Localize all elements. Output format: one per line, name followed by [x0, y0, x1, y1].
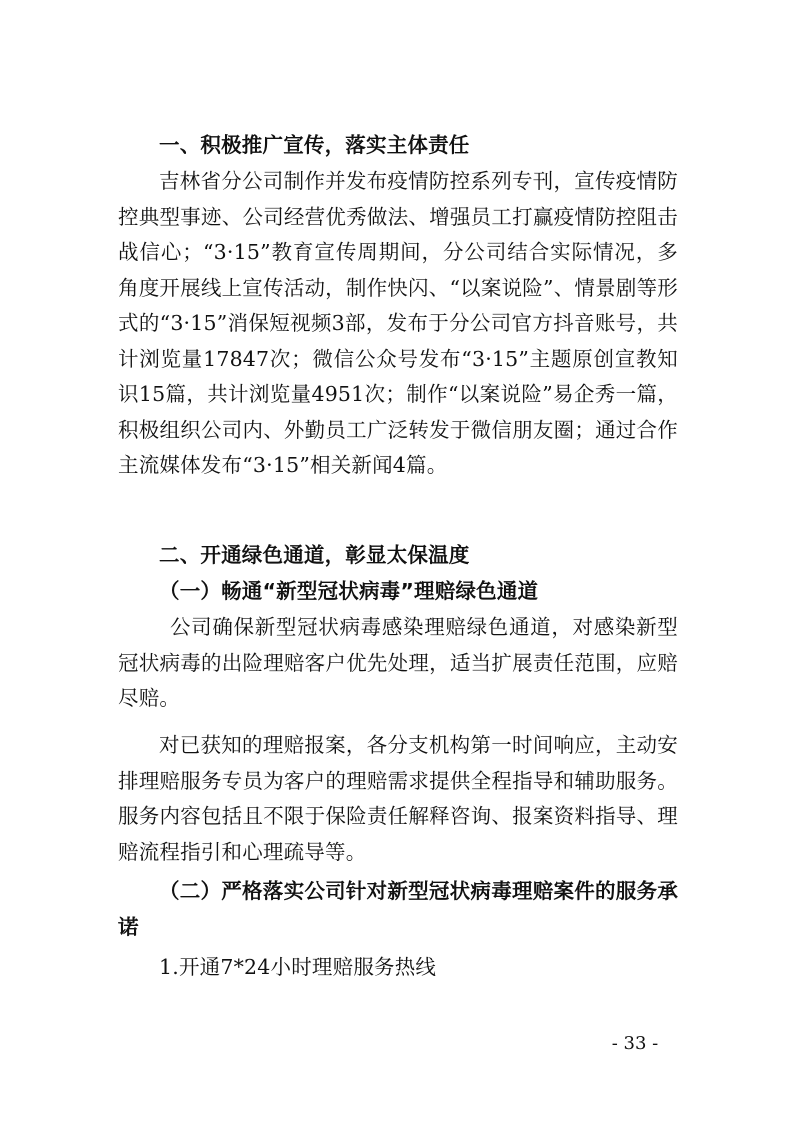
subsection-heading-1: （一）畅通“新型冠状病毒”理赔绿色通道: [159, 579, 539, 603]
subsection-heading-2: （二）严格落实公司针对新型冠状病毒理赔案件的服务承诺: [118, 879, 678, 939]
paragraph-publicity: 吉林省分公司制作并发布疫情防控系列专刊，宣传疫情防控典型事迹、公司经营优秀做法、增强员工打赢疫情防控阻击战信心；“3·15”教育宣传周期间，分公司结合实际情况，多角度开展线上宣传活动，制作快闪、“以案说险”、情景剧等形式的“3·15”消保短视频3部，发布于分公司官方抖音账号，共计浏览量17847次；微信公众号发布“3·15”主题原创宣教知识15篇，共计浏览量4951次；制作“以案说险”易企秀一篇，积极组织公司内、外勤员工广泛转发于微信朋友圈；通过合作主流媒体发布“3·15”相关新闻4篇。: [118, 169, 678, 477]
section-heading-1: 一、积极推广宣传，落实主体责任: [159, 133, 470, 157]
list-item-hotline: 1.开通7*24小时理赔服务热线: [159, 955, 437, 979]
section-heading-2: 二、开通绿色通道，彰显太保温度: [159, 543, 470, 567]
page-number: - 33 -: [611, 1033, 659, 1054]
paragraph-claims-service: 对已获知的理赔报案，各分支机构第一时间响应，主动安排理赔服务专员为客户的理赔需求提供全程指导和辅助服务。服务内容包括且不限于保险责任解释咨询、报案资料指导、理赔流程指引和心理疏导等。: [118, 733, 678, 864]
paragraph-green-channel: 公司确保新型冠状病毒感染理赔绿色通道，对感染新型冠状病毒的出险理赔客户优先处理，适当扩展责任范围，应赔尽赔。: [118, 615, 678, 710]
